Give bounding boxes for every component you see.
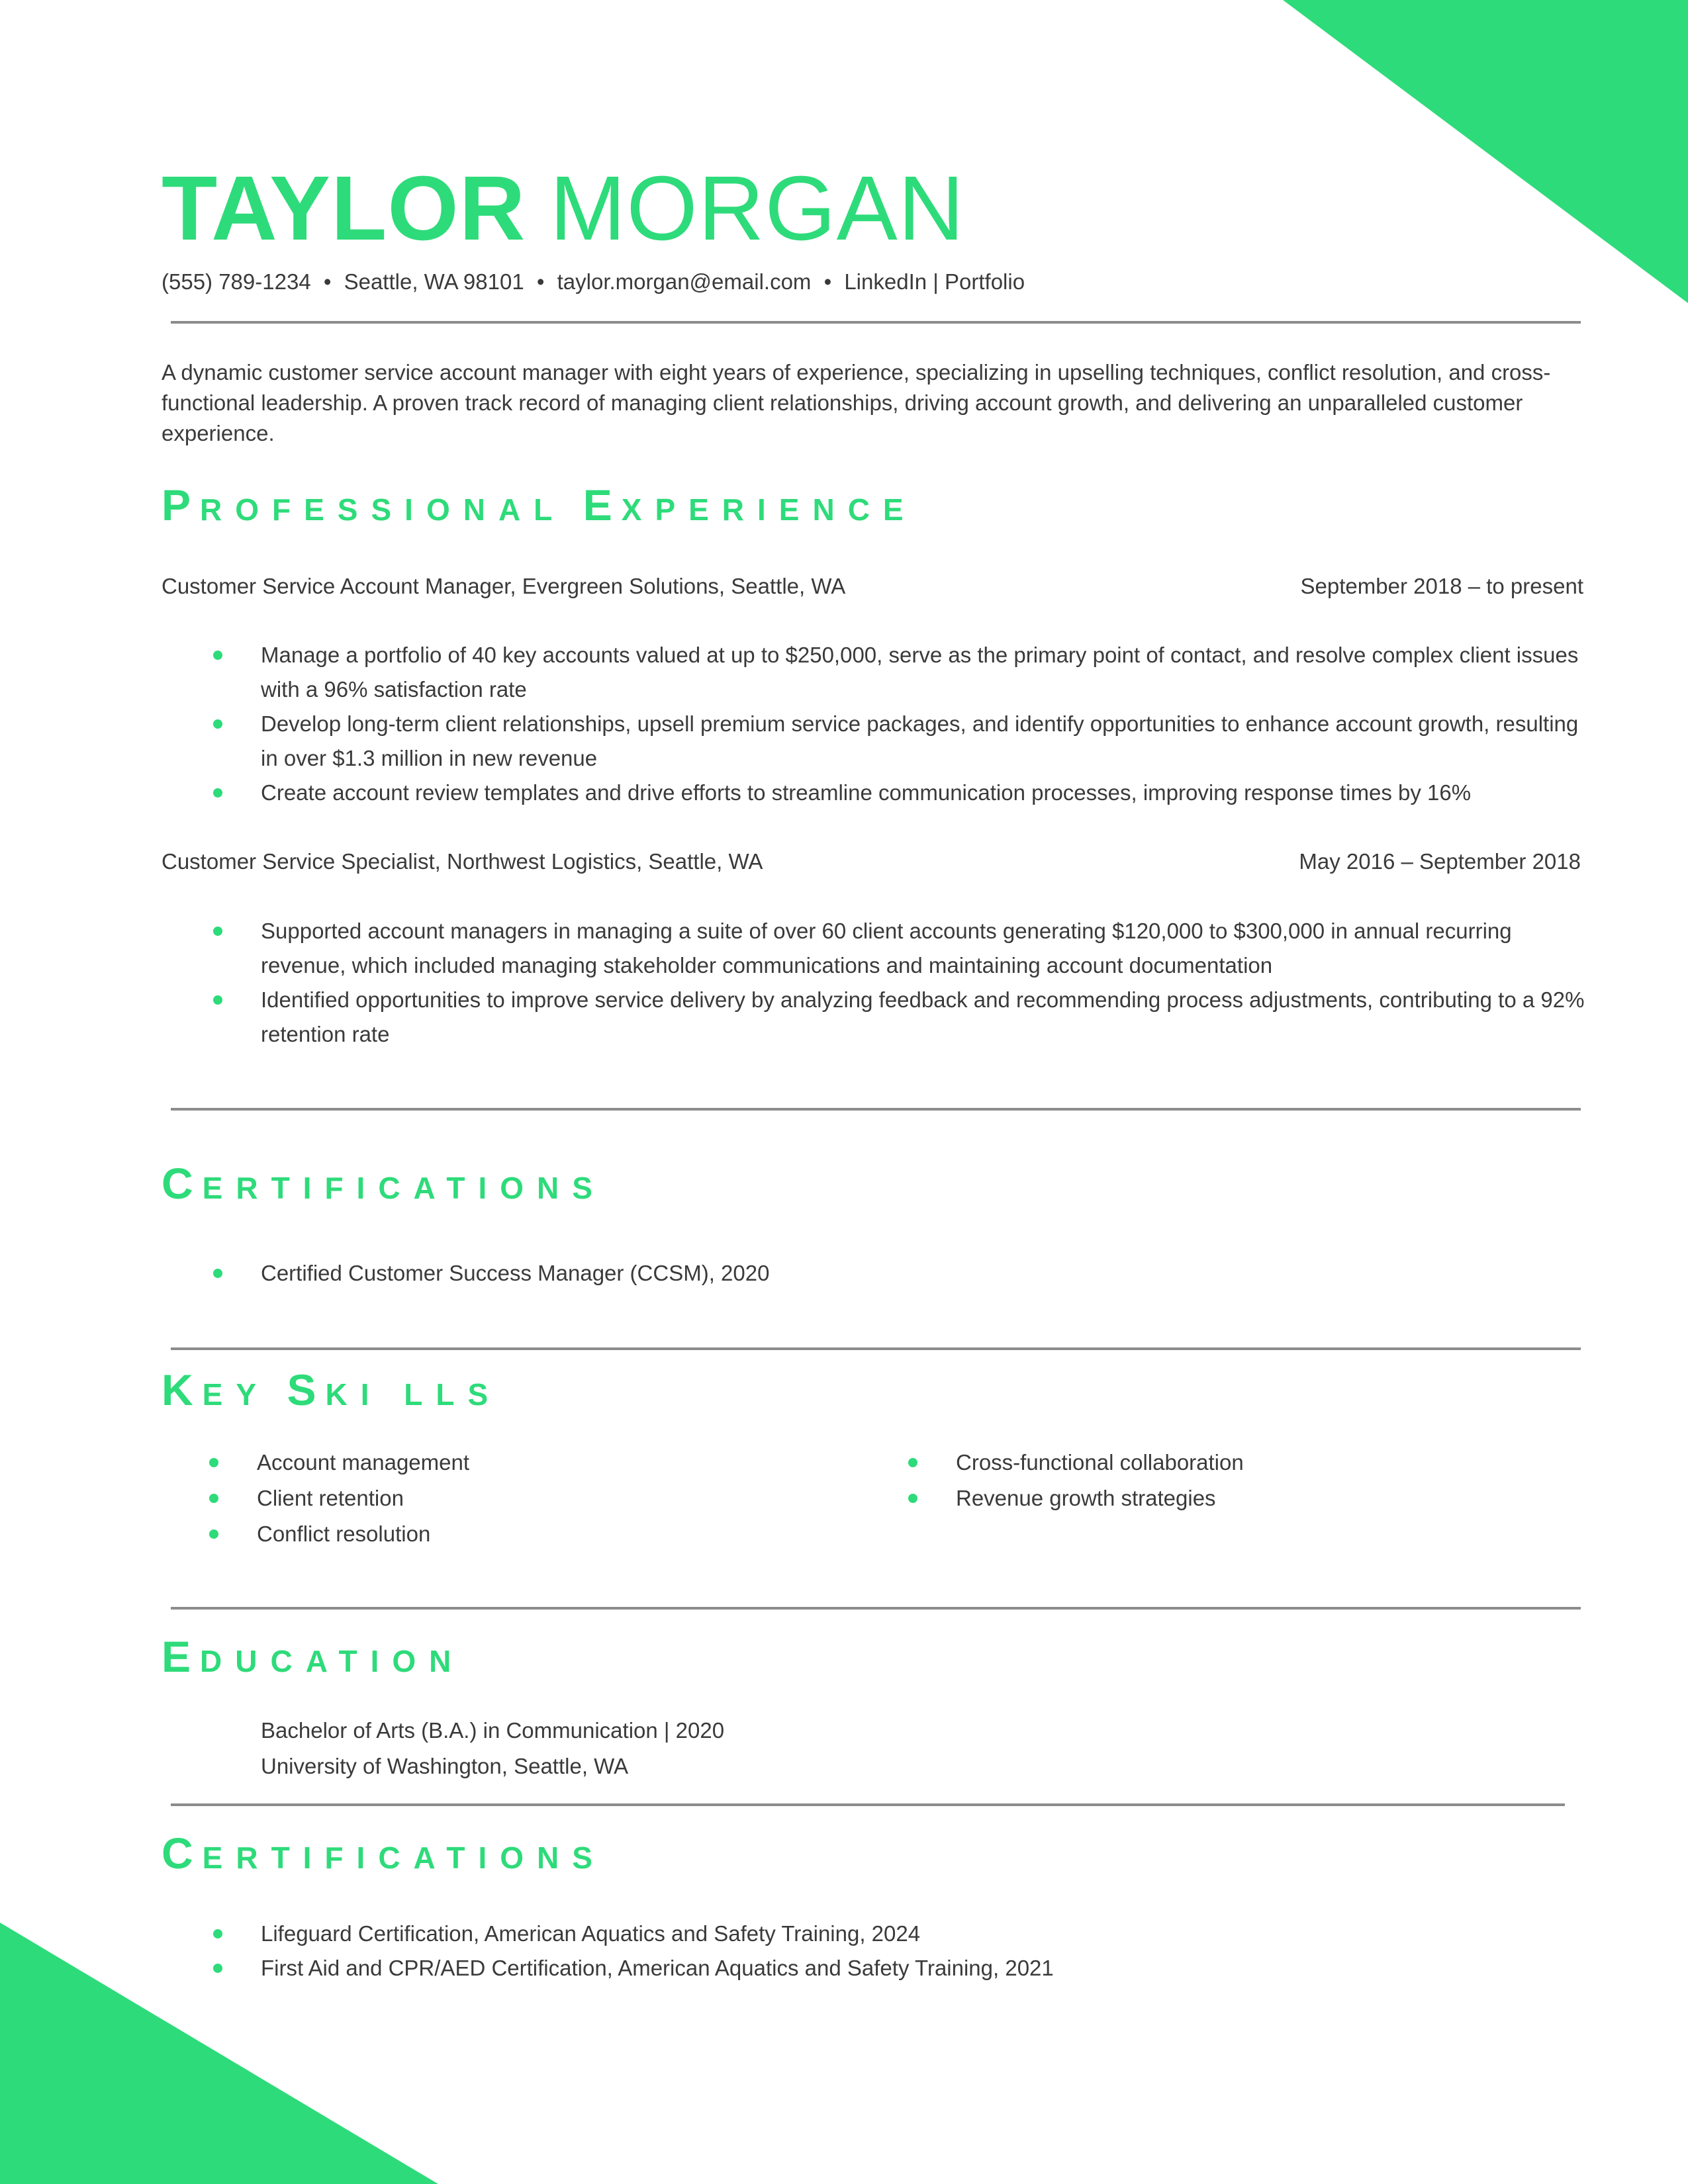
skill-text: Revenue growth strategies xyxy=(956,1486,1216,1510)
bullet-icon xyxy=(908,1494,917,1503)
title-initial: C xyxy=(162,1829,203,1878)
skill-text: Account management xyxy=(257,1450,470,1475)
divider-education xyxy=(171,1803,1565,1806)
title-initial: S xyxy=(287,1365,326,1414)
title-rest: ROFESSIONAL xyxy=(200,492,566,527)
title-initial: K xyxy=(162,1365,203,1414)
bullet-icon xyxy=(209,1529,218,1539)
phone-number: (555) 789-1234 xyxy=(162,269,311,294)
list-item xyxy=(162,776,1585,810)
bullet-text: First Aid and CPR/AED Certification, American Aquatics and Safety Training, 2021 xyxy=(261,1956,1054,1980)
education-school: University of Washington, Seattle, WA xyxy=(261,1754,629,1778)
list-item xyxy=(162,914,1585,983)
bullet-text: Create account review templates and drive efforts to streamline communication processes, improving response times by 16% xyxy=(261,780,1472,805)
skills-list-left xyxy=(162,1445,469,1552)
title-rest: EY xyxy=(202,1377,270,1412)
contact-separator: • xyxy=(323,269,332,294)
list-item xyxy=(162,1480,469,1516)
list-item xyxy=(162,1256,1585,1291)
profile-links[interactable]: LinkedIn | Portfolio xyxy=(844,269,1025,294)
top-right-triangle xyxy=(1283,0,1688,303)
job-dates: May 2016 – September 2018 xyxy=(1299,849,1581,874)
job-header xyxy=(162,848,1581,875)
skills-list-right xyxy=(861,1445,1244,1516)
list-item xyxy=(162,1516,469,1552)
education-degree: Bachelor of Arts (B.A.) in Communication | 2020 xyxy=(261,1718,725,1743)
contact-separator: • xyxy=(823,269,832,294)
job-header xyxy=(162,573,1583,600)
title-initial: C xyxy=(162,1159,203,1208)
bullet-icon xyxy=(213,1964,222,1973)
bullet-icon xyxy=(209,1494,218,1503)
job-role: Customer Service Specialist, Northwest Logistics, Seattle, WA xyxy=(162,849,763,874)
bullet-icon xyxy=(213,651,222,660)
section-title-certifications xyxy=(162,1158,620,1208)
bullet-icon xyxy=(209,1458,218,1467)
divider-certifications xyxy=(171,1347,1581,1350)
list-item xyxy=(162,707,1585,776)
professional-summary: A dynamic customer service account manager with eight years of experience, specializing in upselling techniques, conflict resolution, and cross-functional leadership. A proven track record of managing client relationships, driving account growth, and delivering an unparalleled customer experience. xyxy=(162,360,1551,445)
certifications-list xyxy=(162,1256,1585,1291)
bullet-text: Develop long-term client relationships, upsell premium service packages, and identify opportunities to enhance account growth, resulting in over $1.3 million in new revenue xyxy=(261,711,1579,770)
list-item xyxy=(162,1445,469,1480)
last-name: MORGAN xyxy=(549,158,965,259)
bullet-icon xyxy=(213,1269,222,1278)
candidate-name xyxy=(162,159,964,258)
divider-skills xyxy=(171,1607,1581,1610)
title-rest: ERTIFICATIONS xyxy=(202,1171,606,1205)
bullet-icon xyxy=(213,719,222,729)
contact-separator: • xyxy=(536,269,545,294)
job-role: Customer Service Account Manager, Evergreen Solutions, Seattle, WA xyxy=(162,574,846,598)
skill-text: Cross-functional collaboration xyxy=(956,1450,1244,1475)
location: Seattle, WA 98101 xyxy=(344,269,524,294)
list-item xyxy=(861,1480,1244,1516)
bullet-text: Supported account managers in managing a suite of over 60 client accounts generating $120,000 to $300,000 in annual recurring revenue, which included managing stakeholder communications and maintaining account documentation xyxy=(261,919,1512,978)
list-item xyxy=(162,1951,1585,1985)
section-title-certifications-2 xyxy=(162,1828,620,1878)
skill-text: Conflict resolution xyxy=(257,1522,431,1546)
certifications-list-2 xyxy=(162,1917,1585,1985)
bullet-text: Lifeguard Certification, American Aquatics and Safety Training, 2024 xyxy=(261,1921,921,1946)
contact-line xyxy=(162,269,1025,295)
list-item xyxy=(162,1917,1585,1951)
title-rest: XPERIENCE xyxy=(621,492,917,527)
section-title-skills xyxy=(162,1365,516,1415)
email-link[interactable]: taylor.morgan@email.com xyxy=(557,269,812,294)
title-initial: P xyxy=(162,480,201,529)
divider-header xyxy=(171,321,1581,324)
divider-experience xyxy=(171,1108,1581,1111)
skill-text: Client retention xyxy=(257,1486,404,1510)
job-bullets xyxy=(162,914,1585,1052)
title-initial: E xyxy=(162,1632,201,1681)
title-rest: DUCATION xyxy=(200,1644,465,1678)
first-name: TAYLOR xyxy=(162,158,526,259)
title-rest: KI LLS xyxy=(325,1377,502,1412)
list-item xyxy=(162,638,1585,707)
bullet-icon xyxy=(213,927,222,936)
bullet-icon xyxy=(213,995,222,1005)
bullet-text: Identified opportunities to improve service delivery by analyzing feedback and recommending process adjustments, contributing to a 92% retention rate xyxy=(261,987,1585,1046)
bullet-icon xyxy=(213,788,222,797)
bullet-icon xyxy=(908,1458,917,1467)
title-initial: E xyxy=(583,480,622,529)
section-title-experience xyxy=(162,480,931,530)
bullet-text: Manage a portfolio of 40 key accounts valued at up to $250,000, serve as the primary point of contact, and resolve complex client issues with a 96% satisfaction rate xyxy=(261,643,1579,702)
section-title-education xyxy=(162,1631,479,1682)
list-item xyxy=(861,1445,1244,1480)
bullet-icon xyxy=(213,1929,222,1938)
title-rest: ERTIFICATIONS xyxy=(202,1841,606,1875)
list-item xyxy=(162,983,1585,1052)
job-dates: September 2018 – to present xyxy=(1300,574,1583,598)
job-bullets xyxy=(162,638,1585,810)
bullet-text: Certified Customer Success Manager (CCSM), 2020 xyxy=(261,1261,770,1285)
